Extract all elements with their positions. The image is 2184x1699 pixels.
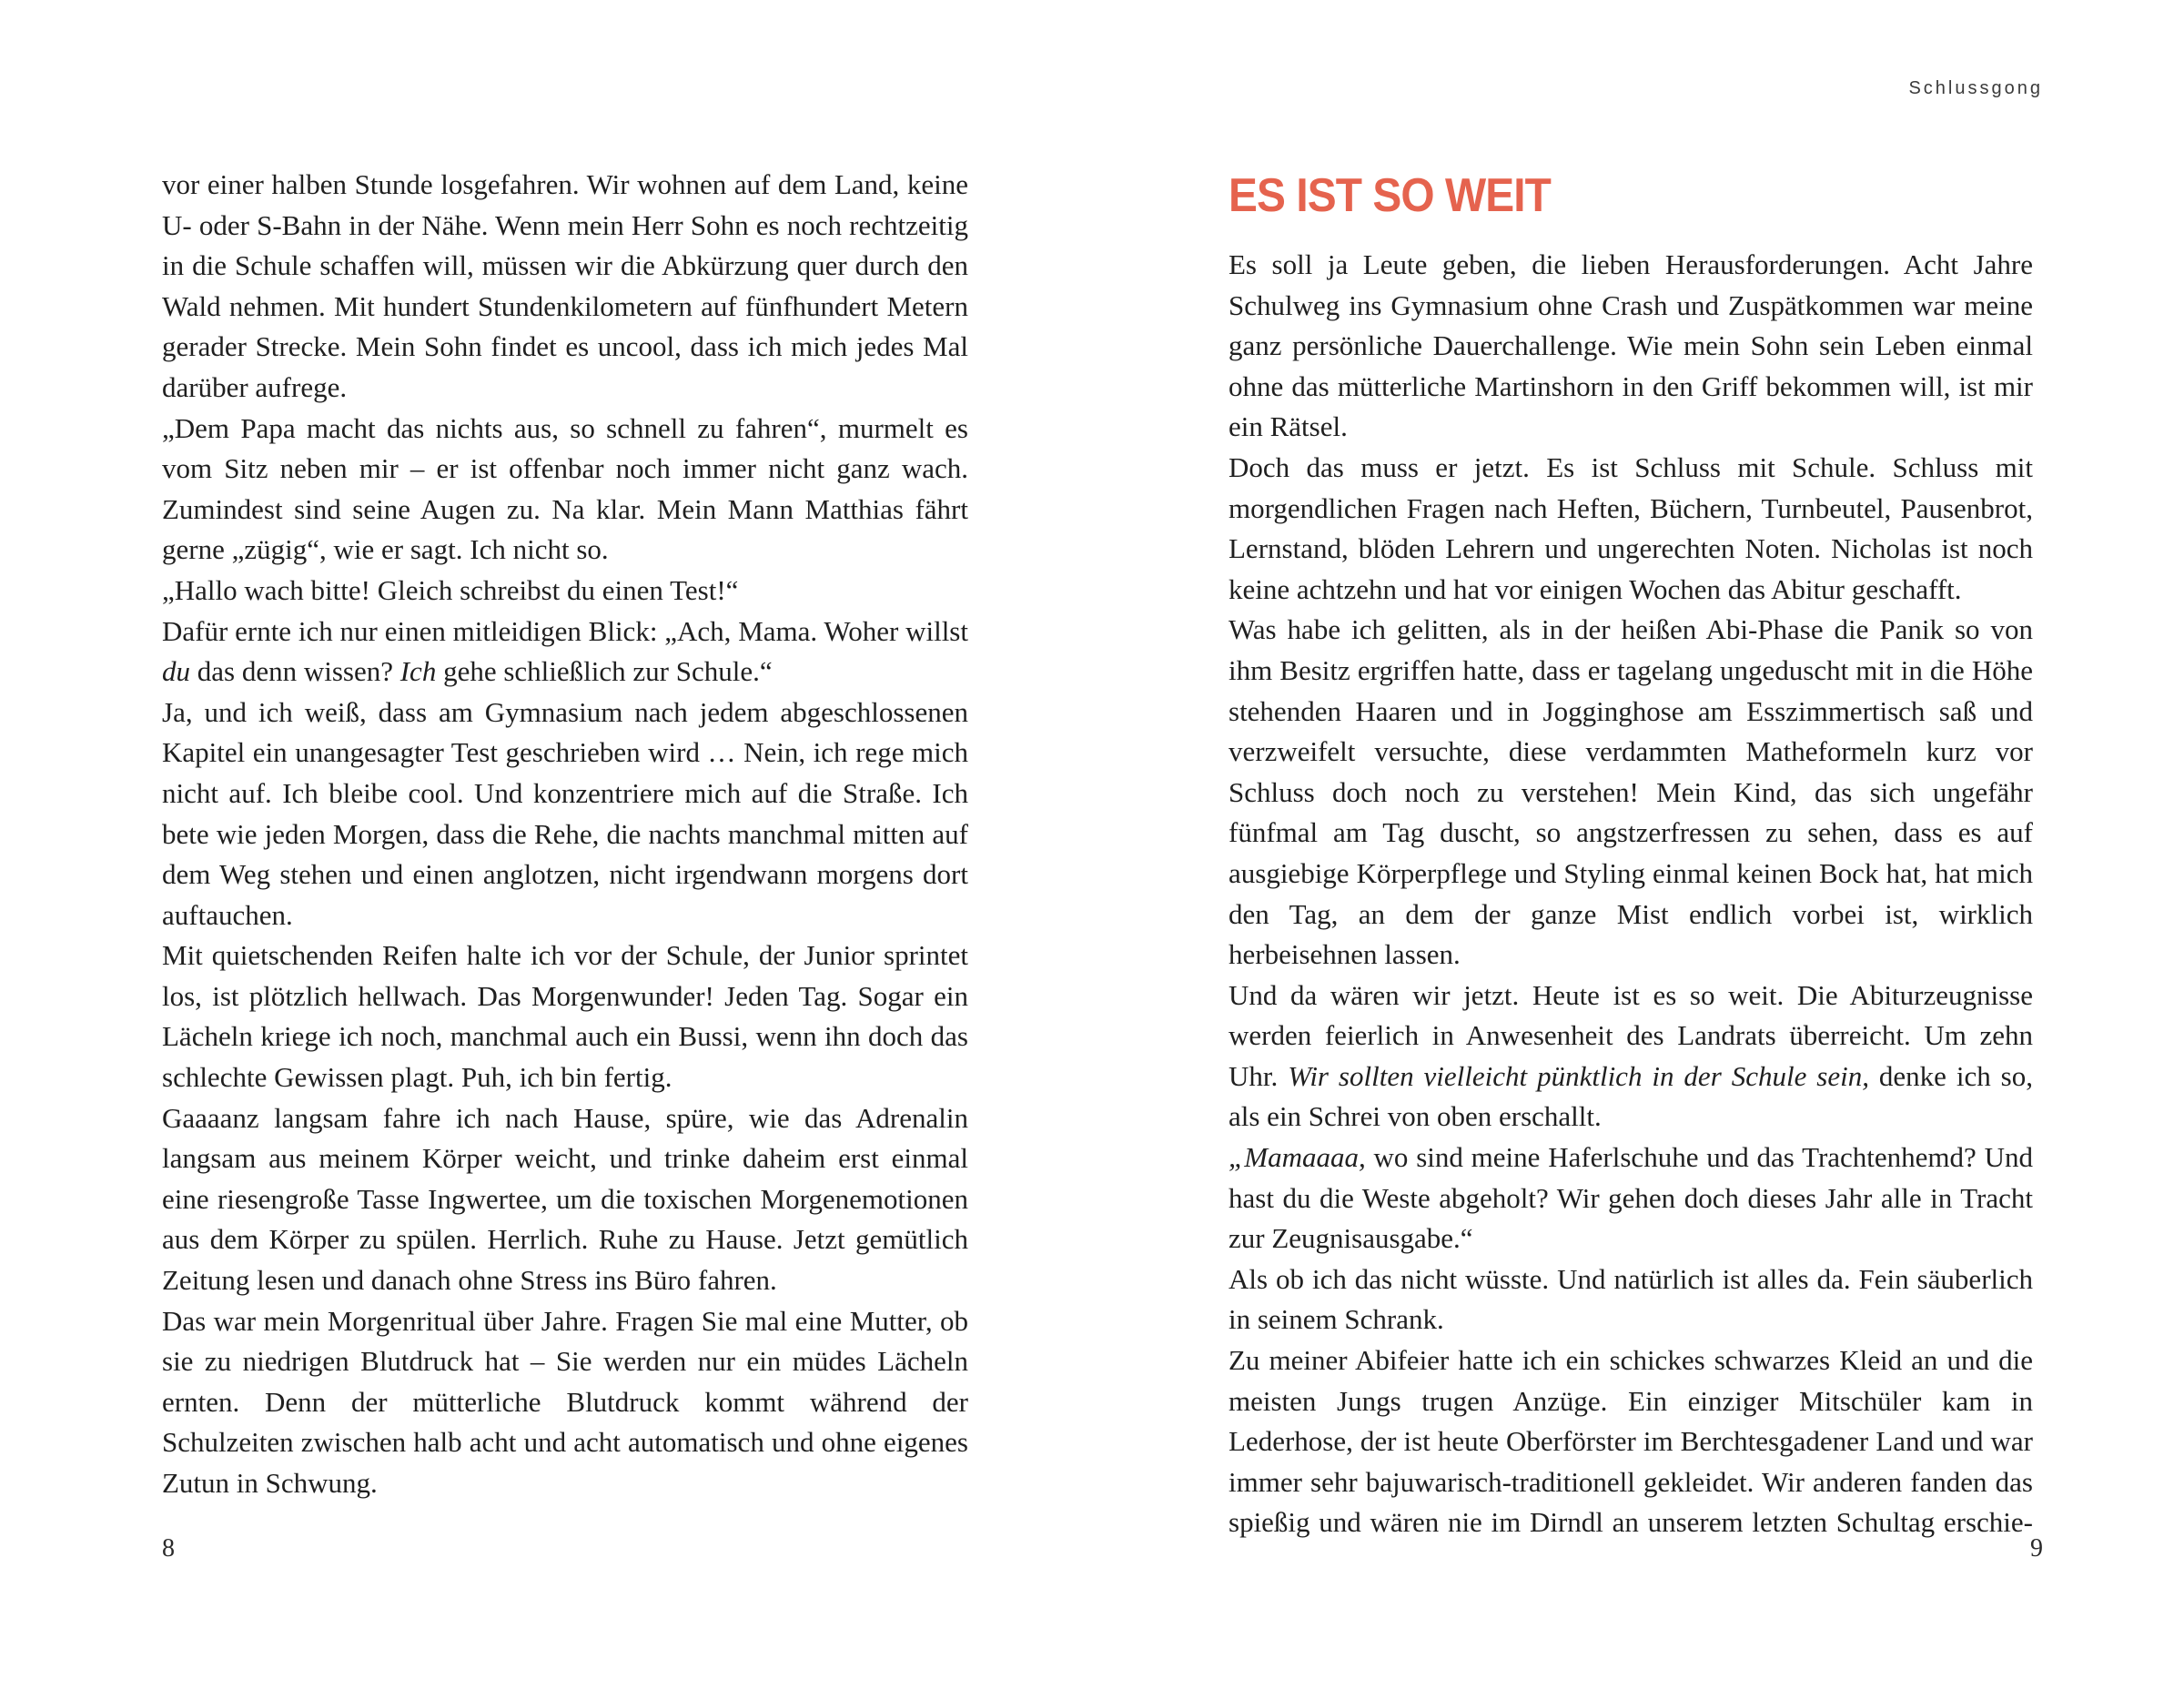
text-run: Dafür ernte ich nur einen mitleidigen Blick: „Ach, Mama. Woher willst xyxy=(162,614,968,647)
running-head: Schlussgong xyxy=(1908,78,2043,98)
paragraph xyxy=(1228,1138,2033,1259)
paragraph: Was habe ich gelitten, als in der heißen Abi-Phase die Panik so von ihm Besitz ergriffen hatte, dass er tagelang ungeduscht mit in die Höhe stehenden Haaren und in Jogginghose am Esszimmertisch saß und verzweifelt versuchte, diese verdammten Matheformeln kurz vor Schluss doch noch zu verstehen! Mein Kind, das sich ungefähr fünfmal am Tag duscht, so angstzerfressen zu sehen, dass es auf ausgiebige Körperpflege und Styling einmal keinen Bock hat, hat mich den Tag, an dem der ganze Mist endlich vorbei ist, wirklich herbeisehnen lassen. xyxy=(1228,613,2033,971)
text-run: denke ich so, als ein Schrei von oben erschallt. xyxy=(1228,1059,2033,1133)
chapter-title: ES IST SO WEIT xyxy=(1228,169,1551,222)
paragraph xyxy=(1228,976,2033,1138)
italic-text: Wir sollten vielleicht pünktlich in der Schule sein, xyxy=(1288,1059,1869,1092)
paragraph: Mit quietschenden Reifen halte ich vor der Schule, der Junior sprintet los, ist plötzlich hellwach. Das Morgenwunder! Jeden Tag. Sogar ein Lächeln kriege ich noch, manchmal auch ein Bussi, wenn ihn doch das schlechte Gewissen plagt. Puh, ich bin fertig. xyxy=(162,939,968,1094)
page-number: 8 xyxy=(162,1534,175,1562)
paragraph: Das war mein Morgenritual über Jahre. Fragen Sie mal eine Mutter, ob sie zu niedrigen Blutdruck hat – Sie werden nur ein müdes Lächeln ernten. Denn der mütterliche Blutdruck kommt während der Schulzeiten zwischen halb acht und acht automatisch und ohne eigenes Zutun in Schwung. xyxy=(162,1304,968,1499)
paragraph: vor einer halben Stunde losgefahren. Wir wohnen auf dem Land, keine U- oder S-Bahn in der Nähe. Wenn mein Herr Sohn es noch rechtzeitig in die Schule schaffen will, müssen wir die Abkürzung quer durch den Wald nehmen. Mit hundert Stundenkilometern auf fünfhundert Metern gerader Strecke. Mein Sohn findet es uncool, dass ich mich jedes Mal darüber aufrege. xyxy=(162,168,968,403)
italic-text: Ich xyxy=(399,655,437,688)
italic-text: du xyxy=(162,655,190,688)
paragraph: Es soll ja Leute geben, die lieben Herausforderungen. Acht Jahre Schulweg ins Gymnasium ohne Crash und Zuspätkommen war meine ganz persönliche Dauerchallenge. Wie mein Sohn sein Leben einmal ohne das mütterliche Martinshorn in den Griff bekommen will, ist mir ein Rätsel. xyxy=(1228,248,2033,443)
paragraph xyxy=(162,612,968,693)
text-run: Und da wären wir jetzt. Heute ist es so weit. Die Abiturzeugnisse werden feierlich in Anwesenheit des Landrats überreicht. Um zehn Uhr. xyxy=(1228,978,2033,1092)
right-body-text xyxy=(1228,245,2033,1543)
paragraph: Als ob ich das nicht wüsste. Und natürlich ist alles da. Fein säuberlich in seinem Schrank. xyxy=(1228,1262,2033,1336)
paragraph: Zu meiner Abifeier hatte ich ein schickes schwarzes Kleid an und die meisten Jungs trugen Anzüge. Ein einziger Mitschüler kam in Lederhose, der ist heute Oberförster im Berchtesgadener Land und war immer sehr bajuwarisch-traditionell gekleidet. Wir anderen fanden das spießig und wären nie im Dirndl an unserem letzten Schultag erschie- xyxy=(1228,1344,2033,1539)
paragraph: „Hallo wach bitte! Gleich schreibst du einen Test!“ xyxy=(162,573,739,606)
left-body-text xyxy=(162,165,968,1504)
paragraph: „Dem Papa macht das nichts aus, so schnell zu fahren“, murmelt es vom Sitz neben mir – er ist offenbar noch immer nicht ganz wach. Zumindest sind seine Augen zu. Na klar. Mein Mann Matthias fährt gerne „zügig“, wie er sagt. Ich nicht so. xyxy=(162,411,968,566)
right-page xyxy=(1092,0,2184,1699)
text-run: das denn wissen? xyxy=(190,655,400,688)
paragraph: Ja, und ich weiß, dass am Gymnasium nach jedem abgeschlossenen Kapitel ein unangesagter Test geschrieben wird … Nein, ich rege mich nicht auf. Ich bleibe cool. Und konzentriere mich auf die Straße. Ich bete wie jeden Morgen, dass die Rehe, die nachts manchmal mitten auf dem Weg stehen und einen anglotzen, nicht irgendwann morgens dort auftauchen. xyxy=(162,695,968,931)
text-run: gehe schließlich zur Schule.“ xyxy=(436,655,773,688)
paragraph: Gaaaanz langsam fahre ich nach Hause, spüre, wie das Adrenalin langsam aus meinem Körper weicht, und trinke daheim erst einmal eine riesengroße Tasse Ingwertee, um die toxischen Morgenemotionen aus dem Körper zu spülen. Herrlich. Ruhe zu Hause. Jetzt gemütlich Zeitung lesen und danach ohne Stress ins Büro fahren. xyxy=(162,1101,968,1297)
italic-text: „Mamaaaa, xyxy=(1228,1141,1366,1174)
paragraph: Doch das muss er jetzt. Es ist Schluss mit Schule. Schluss mit morgendlichen Fragen nach Heften, Büchern, Turnbeutel, Pausenbrot, Lernstand, blöden Lehrern und ungerechten Noten. Nicholas ist noch keine achtzehn und hat vor einigen Wochen das Abitur geschafft. xyxy=(1228,450,2033,605)
page-number: 9 xyxy=(2030,1534,2043,1562)
text-run: wo sind meine Haferlschuhe und das Trachtenhemd? Und hast du die Weste abgeholt? Wir gehen doch dieses Jahr alle in Tracht zur Zeugnisausgabe.“ xyxy=(1228,1141,2033,1255)
